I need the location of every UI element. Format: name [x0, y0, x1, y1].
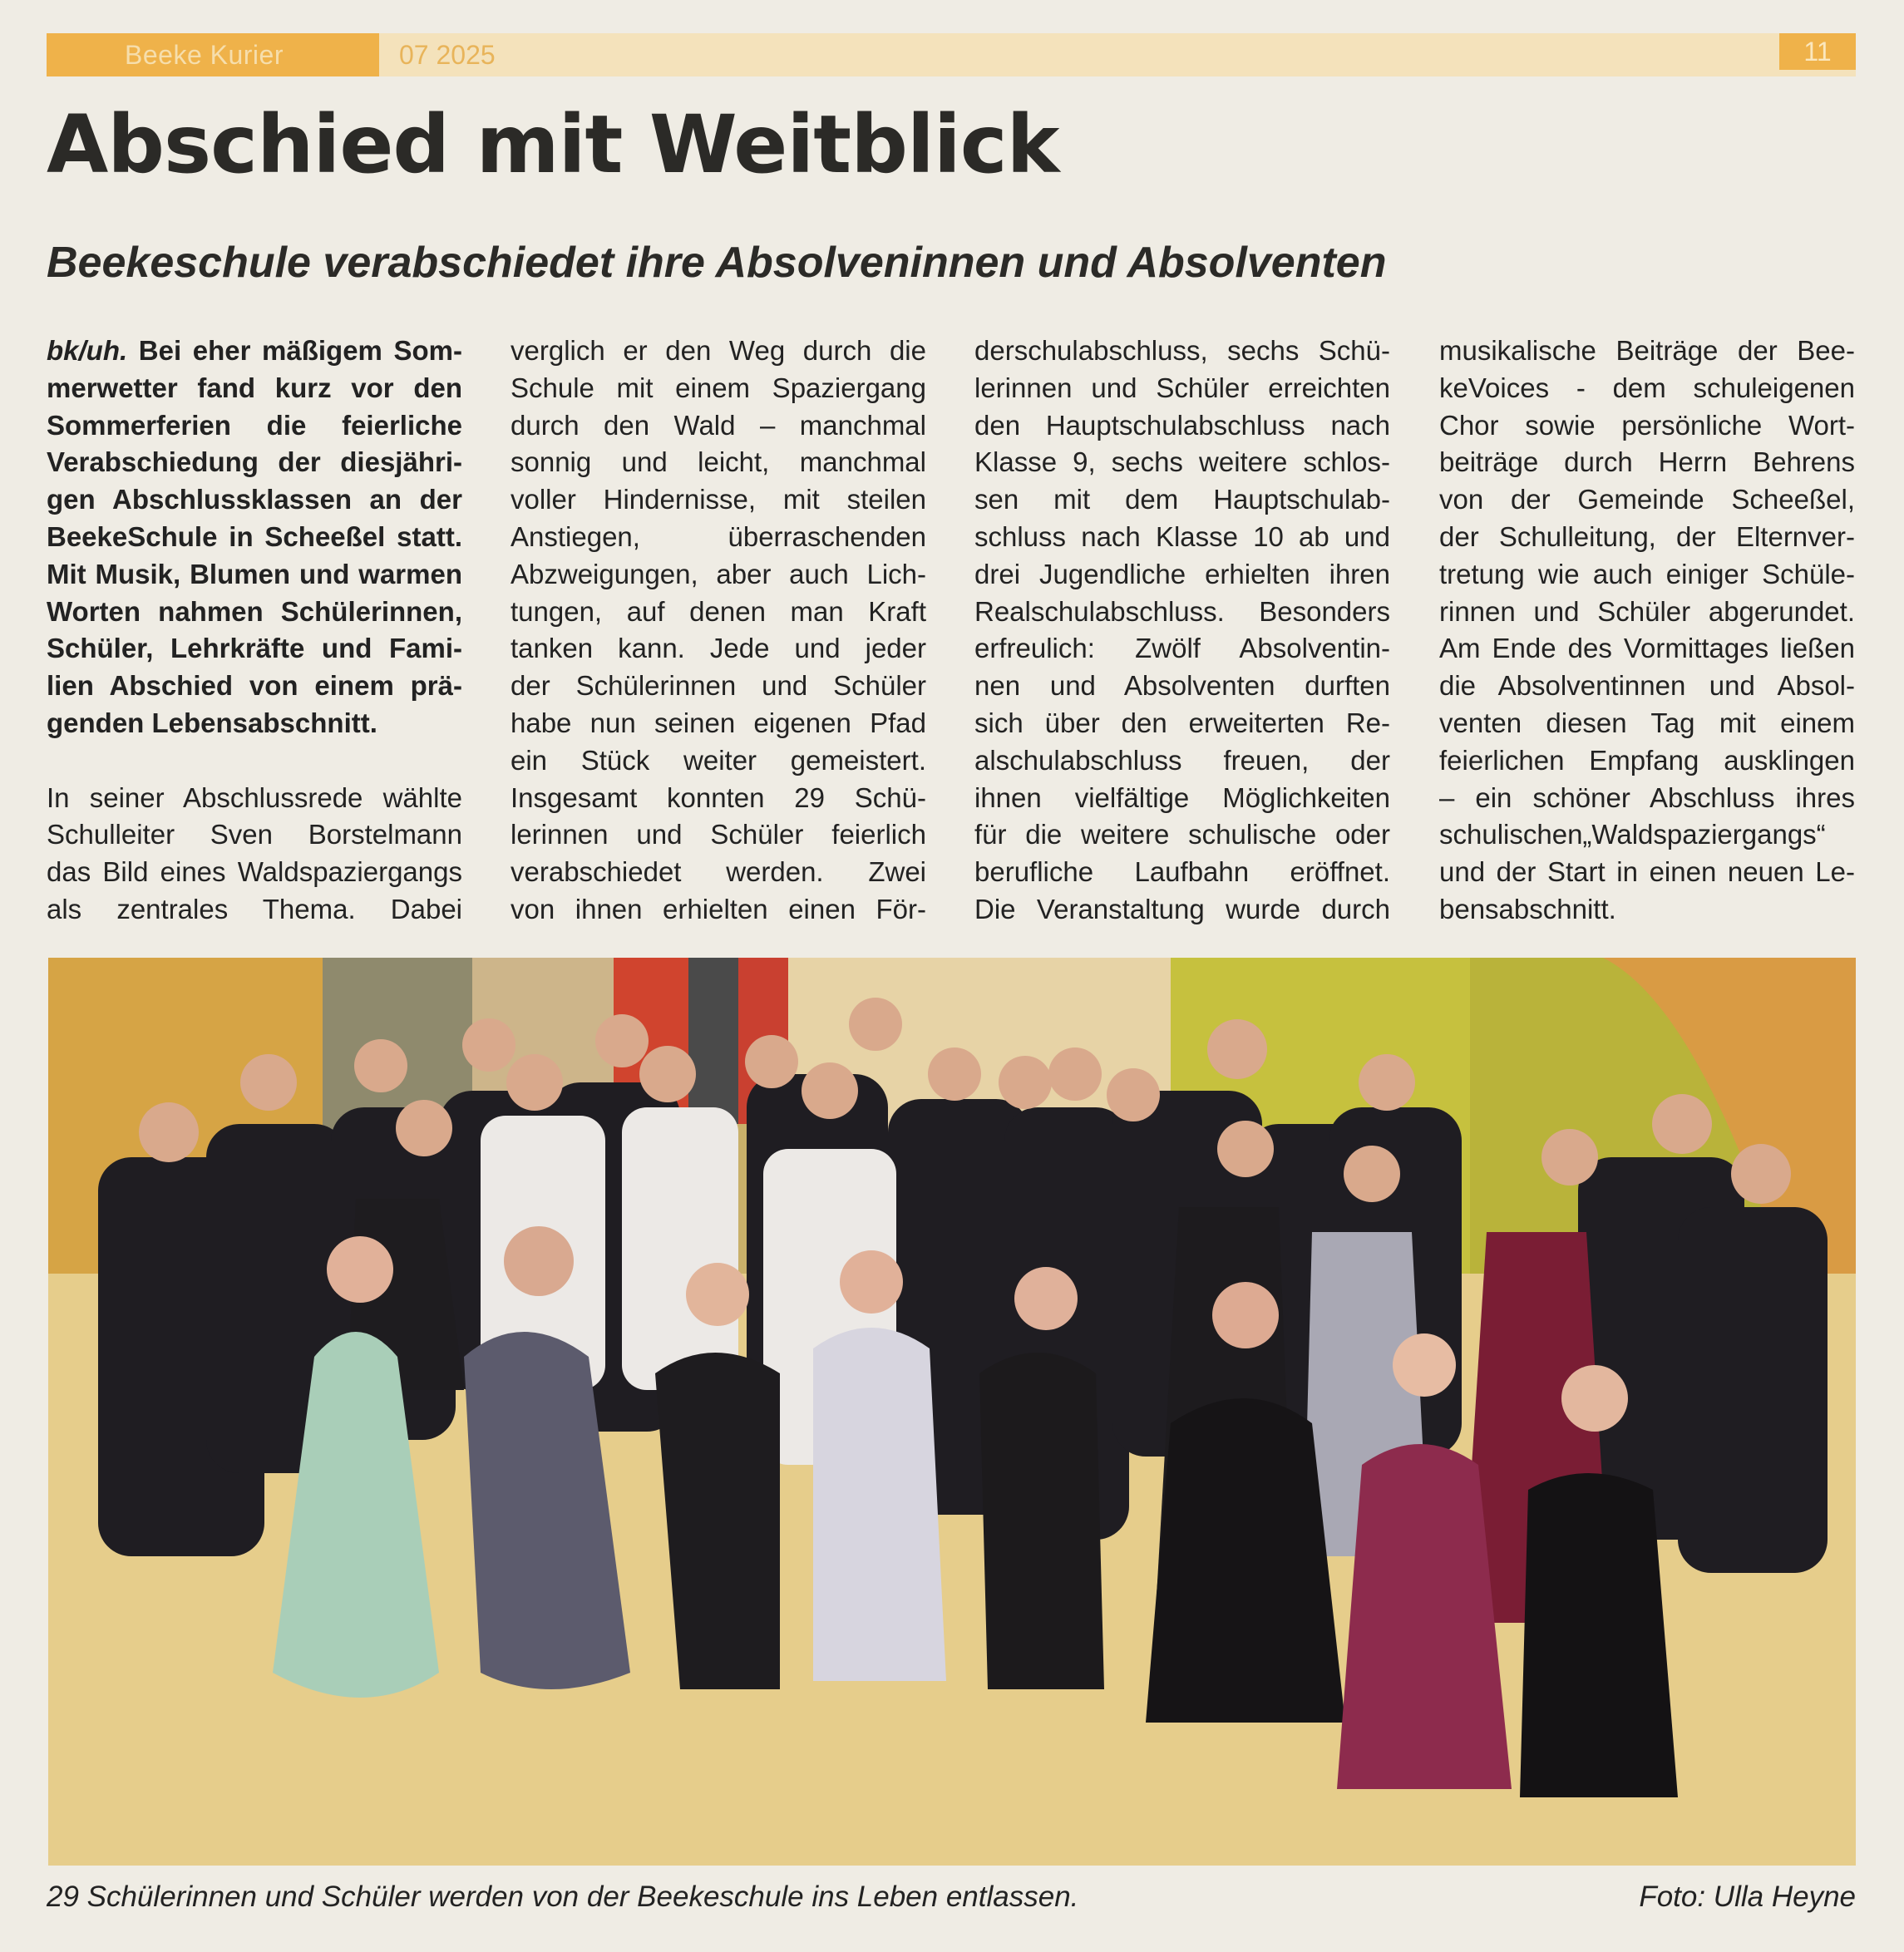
article-text-line: durch den Wald – manchmal [511, 409, 926, 441]
article-text-line: Schüler, Lehrkräfte und Fami- [47, 633, 462, 664]
article-text-line: sen mit dem Hauptschulab- [974, 484, 1390, 515]
article-text-line: musikalische Beiträge der Bee- [1439, 335, 1855, 366]
article-text-line: feierlichen Empfang ausklingen [1439, 744, 1855, 776]
article-text-line: der Schulleitung, der Elternver- [1439, 520, 1855, 552]
article-text-line: Schule mit einem Spaziergang [511, 372, 926, 403]
article-text-line: Abzweigungen, aber auch Lich- [511, 558, 926, 589]
article-text-line: voller Hindernisse, mit steilen [511, 484, 926, 515]
article-text-line: verabschiedet werden. Zwei [511, 856, 926, 888]
article-text-line: nen und Absolventen durften [974, 670, 1390, 702]
article-text-line: Chor sowie persönliche Wort- [1439, 409, 1855, 441]
article-subheadline: Beekeschule verabschiedet ihre Absolveninnen und Absolventen [47, 239, 1387, 287]
article-text-line: ihnen vielfältige Möglichkeiten [974, 781, 1390, 813]
article-text-line: Insgesamt konnten 29 Schü- [511, 781, 926, 813]
article-lead [47, 333, 462, 742]
article-text-line: In seiner Abschlussrede wählte [47, 781, 462, 813]
page-number: 11 [1803, 37, 1832, 67]
article-text-line: Anstiegen, überraschenden [511, 520, 926, 552]
article-text-line: Mit Musik, Blumen und warmen [47, 558, 462, 589]
article-text-line: Realschulabschluss. Besonders [974, 595, 1390, 627]
article-text-line: Sommerferien die feierliche [47, 409, 462, 441]
article-text-line: rinnen und Schüler abgerundet. [1439, 595, 1855, 627]
article-text-line: Die Veranstaltung wurde durch [974, 893, 1390, 924]
article-text-line: verglich er den Weg durch die [511, 335, 926, 366]
article-column-4 [1439, 333, 1855, 929]
article-text-line: das Bild eines Waldspaziergangs [47, 856, 462, 888]
paragraph-gap [47, 742, 462, 780]
article-text-line: habe nun seinen eigenen Pfad [511, 707, 926, 738]
article-text-line: Schulleiter Sven Borstelmann [47, 819, 462, 850]
article-text-line: beiträge durch Herrn Behrens [1439, 446, 1855, 478]
article-text-line: derschulabschluss, sechs Schü- [974, 335, 1390, 366]
author-initials: bk/uh. [47, 335, 128, 366]
article-text-line: keVoices - dem schuleigenen [1439, 372, 1855, 403]
article-text-line: ein Stück weiter gemeistert. [511, 744, 926, 776]
article-text-line: als zentrales Thema. Dabei [47, 893, 462, 924]
article-text-line: die Absolventinnen und Absol- [1439, 670, 1855, 702]
article-text-line: Bei eher mäßigem Som- [138, 335, 462, 366]
article-text-line: den Hauptschulabschluss nach [974, 409, 1390, 441]
group-photo [48, 958, 1856, 1866]
article-text-line: von der Gemeinde Scheeßel, [1439, 484, 1855, 515]
article-text-line: der Schülerinnen und Schüler [511, 670, 926, 702]
article-column-3 [974, 333, 1390, 929]
article-text-line: Am Ende des Vormittages ließen [1439, 633, 1855, 664]
header-brand-block [47, 33, 379, 76]
article-text-line: von ihnen erhielten einen För- [511, 893, 926, 924]
article-text-line: lerinnen und Schüler feierlich [511, 819, 926, 850]
article-text-line: sonnig und leicht, manchmal [511, 446, 926, 478]
article-text-line: gen Abschlussklassen an der [47, 484, 462, 515]
page-number-box [1779, 33, 1856, 70]
article-text-line: erfreulich: Zwölf Absolventin- [974, 633, 1390, 664]
article-text-line: Worten nahmen Schülerinnen, [47, 595, 462, 627]
article-text-line: für die weitere schulische oder [974, 819, 1390, 850]
article-text-line: genden Lebensabschnitt. [47, 707, 377, 738]
article-text-line: lien Abschied von einem prä- [47, 670, 462, 702]
article-text-line: alschulabschluss freuen, der [974, 744, 1390, 776]
photo-caption: 29 Schülerinnen und Schüler werden von der Beekeschule ins Leben entlassen. [47, 1881, 1079, 1913]
article-text-line: Verabschiedung der diesjähri- [47, 446, 462, 478]
article-text-line: bensabschnitt. [1439, 893, 1616, 924]
article-text-line: merwetter fand kurz vor den [47, 372, 462, 403]
article-text-line: sich über den erweiterten Re- [974, 707, 1390, 738]
article-text-line: tanken kann. Jede und jeder [511, 633, 926, 664]
article-lead-first-line [47, 333, 462, 370]
article-text-line: venten diesen Tag mit einem [1439, 707, 1855, 738]
article-text-line: Klasse 9, sechs weitere schlos- [974, 446, 1390, 478]
article-text-line: lerinnen und Schüler erreichten [974, 372, 1390, 403]
article-text-line: schluss nach Klasse 10 ab und [974, 520, 1390, 552]
article-text-line: BeekeSchule in Scheeßel statt. [47, 520, 462, 552]
article-column-1 [47, 333, 462, 929]
page-header [47, 33, 1856, 76]
article-column-2 [511, 333, 926, 929]
article-text-line: – ein schöner Abschluss ihres [1439, 781, 1855, 813]
photo-credit: Foto: Ulla Heyne [1639, 1881, 1856, 1913]
article-text-line: und der Start in einen neuen Le- [1439, 856, 1855, 888]
article-text-line: berufliche Laufbahn eröffnet. [974, 856, 1390, 888]
article-text-line: schulischen„Waldspaziergangs“ [1439, 819, 1826, 850]
article-text-line: tungen, auf denen man Kraft [511, 595, 926, 627]
article-text-line: drei Jugendliche erhielten ihren [974, 558, 1390, 589]
article-headline: Abschied mit Weitblick [47, 98, 1059, 191]
publication-name: Beeke Kurier [125, 40, 284, 70]
article-text-line: tretung wie auch einiger Schüle- [1439, 558, 1855, 589]
issue-date: 07 2025 [399, 40, 496, 70]
